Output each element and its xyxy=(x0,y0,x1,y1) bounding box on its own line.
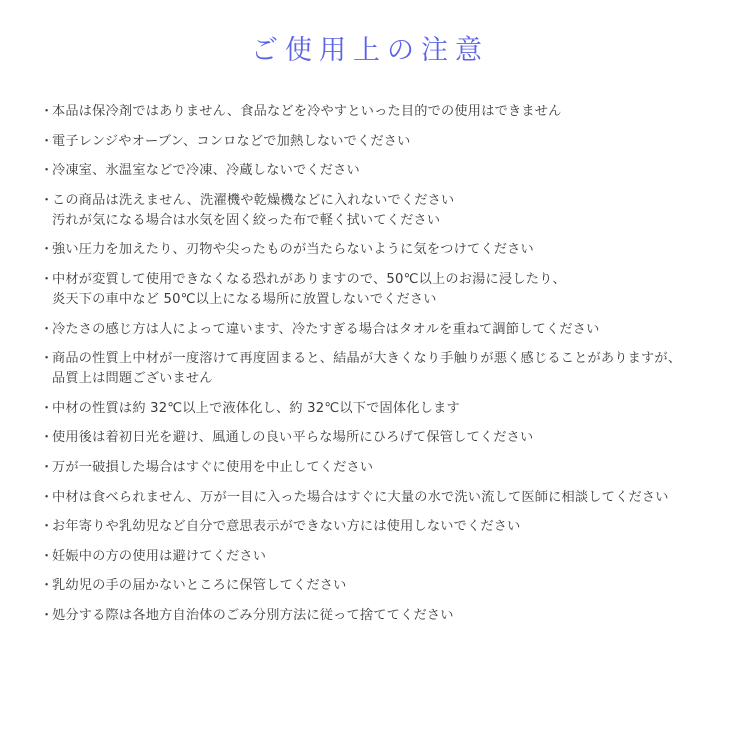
page-title: ご使用上の注意 xyxy=(251,35,489,66)
caution-line: 炎天下の車中など 50℃以上になる場所に放置しないでください xyxy=(52,291,437,307)
bullet-mark: ・ xyxy=(40,104,54,119)
caution-line: 本品は保冷剤ではありません、食品などを冷やすといった目的での使用はできません xyxy=(52,104,562,119)
bullet-mark: ・ xyxy=(40,271,54,287)
caution-item xyxy=(40,132,720,152)
caution-text xyxy=(52,102,720,122)
caution-line: 電子レンジやオーブン、コンロなどで加熱しないでください xyxy=(52,133,411,149)
caution-item xyxy=(40,102,720,122)
caution-text xyxy=(52,576,720,596)
bullet-mark: ・ xyxy=(40,242,54,258)
bullet-mark: ・ xyxy=(40,489,54,505)
bullet-mark: ・ xyxy=(40,607,54,623)
caution-list xyxy=(40,102,720,636)
caution-item xyxy=(40,349,720,389)
caution-line: 強い圧力を加えたり、刃物や尖ったものが当たらないように気をつけてください xyxy=(52,242,534,258)
caution-item xyxy=(40,458,720,478)
caution-line: 中材の性質は約 32℃以上で液体化し、約 32℃以下で固体化します xyxy=(52,400,460,416)
caution-item xyxy=(40,399,720,419)
bullet-mark: ・ xyxy=(40,321,54,337)
caution-item xyxy=(40,191,720,231)
caution-line: 冷凍室、氷温室などで冷凍、冷蔵しないでください xyxy=(52,163,360,179)
caution-item xyxy=(40,161,720,181)
bullet-mark: ・ xyxy=(40,400,54,416)
caution-item xyxy=(40,517,720,537)
caution-item xyxy=(40,606,720,626)
bullet-mark: ・ xyxy=(40,548,54,564)
caution-item xyxy=(40,488,720,508)
bullet-mark: ・ xyxy=(40,163,54,179)
caution-line: 汚れが気になる場合は水気を固く絞った布で軽く拭いてください xyxy=(52,212,441,228)
caution-line: 処分する際は各地方自治体のごみ分別方法に従って捨ててください xyxy=(52,607,454,623)
caution-line: お年寄りや乳幼児など自分で意思表示ができない方には使用しないでください xyxy=(52,519,521,535)
caution-line: 乳幼児の手の届かないところに保管してください xyxy=(52,578,347,594)
bullet-mark: ・ xyxy=(40,459,54,475)
caution-item xyxy=(40,428,720,448)
caution-text xyxy=(52,240,720,260)
caution-line: 冷たさの感じ方は人によって違います、冷たすぎる場合はタオルを重ねて調節してください xyxy=(52,321,600,337)
caution-text xyxy=(52,488,720,508)
bullet-mark: ・ xyxy=(40,430,54,446)
caution-item xyxy=(40,270,720,310)
bullet-mark: ・ xyxy=(40,351,54,367)
caution-line: 妊娠中の方の使用は避けてください xyxy=(52,548,267,564)
caution-text xyxy=(52,458,720,478)
caution-text xyxy=(52,191,720,231)
caution-text xyxy=(52,320,720,340)
caution-item xyxy=(40,320,720,340)
bullet-mark: ・ xyxy=(40,578,54,594)
caution-item xyxy=(40,576,720,596)
caution-text xyxy=(52,399,720,419)
caution-line: 使用後は着初日光を避け、風通しの良い平らな場所にひろげて保管してください xyxy=(52,430,534,446)
caution-line: 万が一破損した場合はすぐに使用を中止してください xyxy=(52,459,374,475)
caution-line: 中材は食べられません、万が一目に入った場合はすぐに大量の水で洗い流して医師に相談してください xyxy=(52,489,669,505)
caution-text xyxy=(52,132,720,152)
caution-item xyxy=(40,547,720,567)
caution-line: 品質上は問題ございません xyxy=(52,371,213,387)
caution-text xyxy=(52,349,720,389)
caution-line: 商品の性質上中材が一度溶けて再度固まると、結晶が大きくなり手触りが悪く感じることがありますが、 xyxy=(52,351,682,367)
caution-text xyxy=(52,547,720,567)
caution-text xyxy=(52,517,720,537)
caution-text xyxy=(52,161,720,181)
caution-text xyxy=(52,606,720,626)
bullet-mark: ・ xyxy=(40,133,54,149)
caution-text xyxy=(52,270,720,310)
caution-text xyxy=(52,428,720,448)
bullet-mark: ・ xyxy=(40,519,54,535)
caution-item xyxy=(40,240,720,260)
caution-line: 中材が変質して使用できなくなる恐れがありますので、50℃以上のお湯に浸したり、 xyxy=(52,271,566,287)
bullet-mark: ・ xyxy=(40,192,54,208)
caution-line: この商品は洗えません、洗濯機や乾燥機などに入れないでください xyxy=(52,192,455,208)
